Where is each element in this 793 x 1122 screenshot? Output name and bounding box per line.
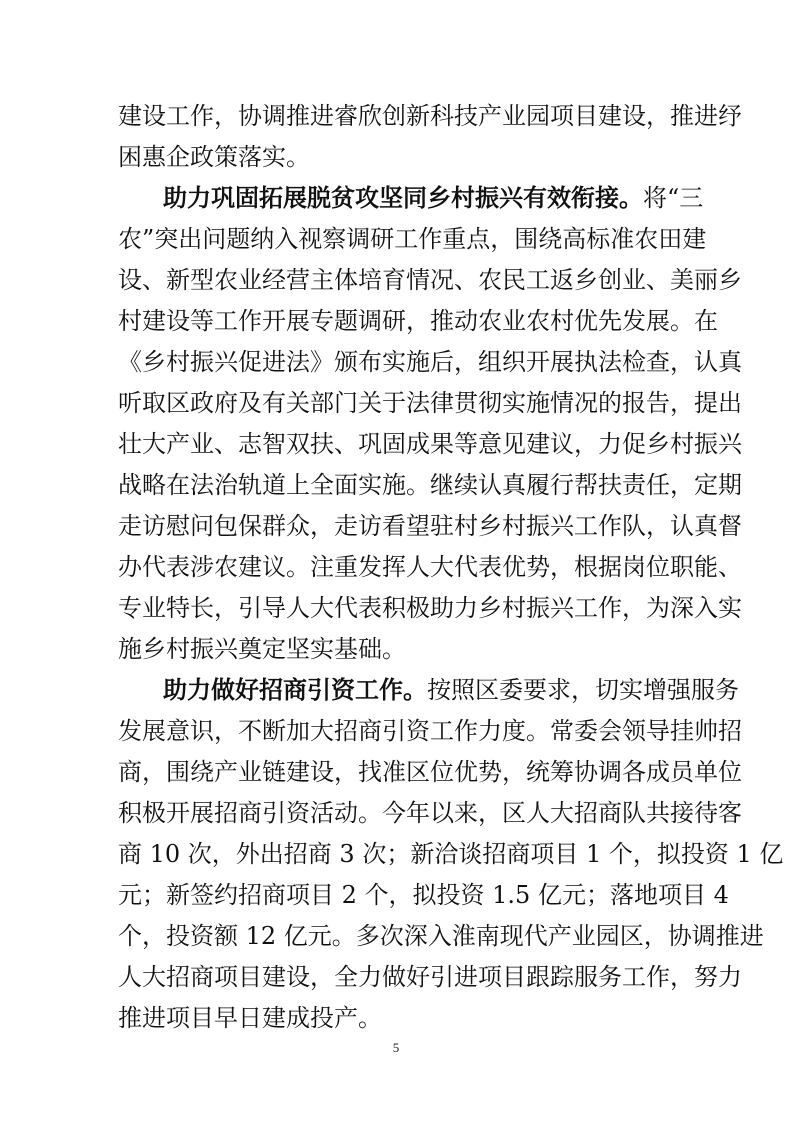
paragraph-3-line-4: 积极开展招商引资活动。今年以来，区人大招商队共接待客 xyxy=(118,799,742,827)
paragraph-2-line-1-text: 将“三 xyxy=(643,184,704,212)
paragraph-2-line-9: 走访慰问包保群众，走访看望驻村乡村振兴工作队，认真督 xyxy=(118,512,742,540)
paragraph-2-line-12: 施乡村振兴奠定坚实基础。 xyxy=(118,635,406,663)
paragraph-2-line-5: 《乡村振兴促进法》颁布实施后，组织开展执法检查，认真 xyxy=(118,348,742,376)
paragraph-2-line-1 xyxy=(163,178,704,218)
paragraph-3-heading: 助力做好招商引资工作。 xyxy=(163,676,427,704)
paragraph-2-line-6: 听取区政府及有关部门关于法律贯彻实施情况的报告，提出 xyxy=(118,389,742,417)
paragraph-3-line-6: 元；新签约招商项目 2 个，拟投资 1.5 亿元；落地项目 4 xyxy=(118,881,729,909)
paragraph-3-line-3: 商，围绕产业链建设，找准区位优势，统筹协调各成员单位 xyxy=(118,758,742,786)
paragraph-1-line-2: 困惠企政策落实。 xyxy=(118,143,310,171)
paragraph-3-line-2: 发展意识，不断加大招商引资工作力度。常委会领导挂帅招 xyxy=(118,717,742,745)
paragraph-3-line-9: 推进项目早日建成投产。 xyxy=(118,1004,382,1032)
paragraph-2-line-3: 设、新型农业经营主体培育情况、农民工返乡创业、美丽乡 xyxy=(118,266,742,294)
paragraph-1-line-1: 建设工作，协调推进睿欣创新科技产业园项目建设，推进纾 xyxy=(118,102,742,130)
paragraph-3-line-8: 人大招商项目建设，全力做好引进项目跟踪服务工作，努力 xyxy=(118,963,742,991)
paragraph-2-line-4: 村建设等工作开展专题调研，推动农业农村优先发展。在 xyxy=(118,307,718,335)
paragraph-3-line-5: 商 10 次，外出招商 3 次；新洽谈招商项目 1 个，拟投资 1 亿 xyxy=(118,840,784,868)
paragraph-3-line-1-text: 按照区委要求，切实增强服务 xyxy=(427,676,739,704)
paragraph-2-line-11: 专业特长，引导人大代表积极助力乡村振兴工作，为深入实 xyxy=(118,594,742,622)
paragraph-2-line-7: 壮大产业、志智双扶、巩固成果等意见建议，力促乡村振兴 xyxy=(118,430,742,458)
paragraph-2-line-8: 战略在法治轨道上全面实施。继续认真履行帮扶责任，定期 xyxy=(118,471,742,499)
paragraph-2-heading: 助力巩固拓展脱贫攻坚同乡村振兴有效衔接。 xyxy=(163,184,643,212)
paragraph-3-line-1 xyxy=(163,670,739,710)
page-number: 5 xyxy=(392,1040,400,1055)
paragraph-2-line-2: 农”突出问题纳入视察调研工作重点，围绕高标准农田建 xyxy=(118,225,707,253)
paragraph-3-line-7: 个，投资额 12 亿元。多次深入淮南现代产业园区，协调推进 xyxy=(118,922,764,950)
paragraph-2-line-10: 办代表涉农建议。注重发挥人大代表优势，根据岗位职能、 xyxy=(118,553,742,581)
